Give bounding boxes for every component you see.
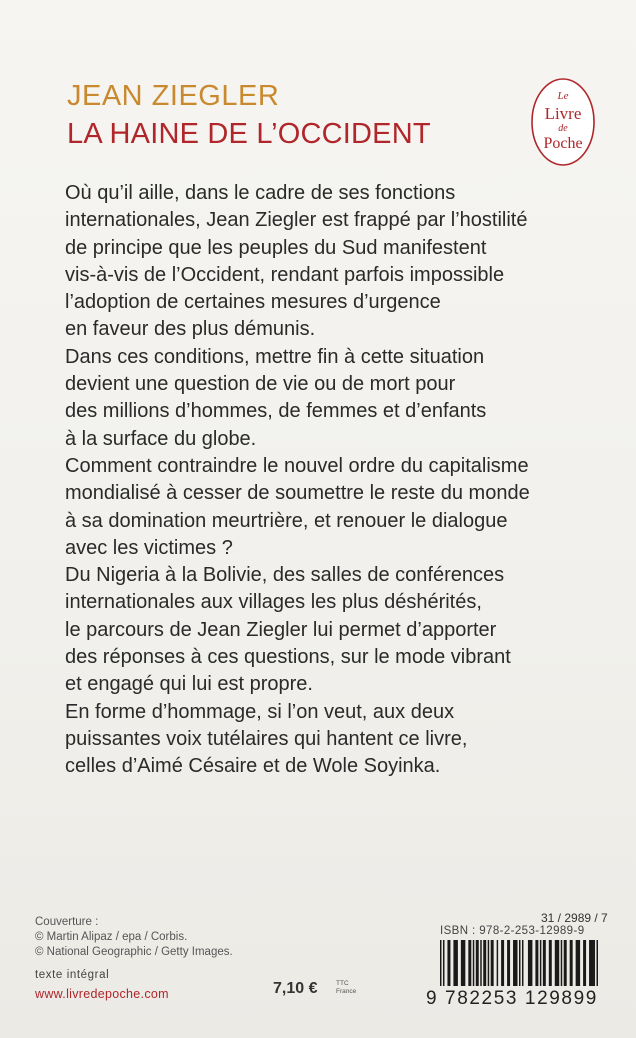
blurb bbox=[65, 180, 585, 781]
book-title: LA HAINE DE L’OCCIDENT bbox=[67, 118, 431, 150]
blurb-paragraph bbox=[65, 453, 585, 562]
barcode-bar bbox=[540, 940, 541, 986]
barcode-bar bbox=[583, 940, 586, 986]
blurb-line: à sa domination meurtrière, et renouer le dialogue bbox=[65, 509, 508, 532]
logo-text: Le bbox=[557, 90, 569, 102]
blurb-line: des réponses à ces questions, sur le mode vibrant bbox=[65, 646, 511, 669]
barcode-bar bbox=[443, 940, 444, 986]
barcode-bar bbox=[570, 940, 573, 986]
blurb-line: Comment contraindre le nouvel ordre du capitalisme bbox=[65, 454, 529, 477]
blurb-line: avec les victimes ? bbox=[65, 536, 233, 559]
blurb-line: à la surface du globe. bbox=[65, 427, 257, 450]
barcode-bar bbox=[549, 940, 552, 986]
barcode-bar bbox=[597, 940, 598, 986]
blurb-line: en faveur des plus démunis. bbox=[65, 318, 316, 341]
blurb-line: internationales, Jean Ziegler est frappé par l’hostilité bbox=[65, 209, 528, 232]
unabridged-label: texte intégral bbox=[35, 969, 110, 981]
barcode-bar bbox=[473, 940, 474, 986]
price: 7,10 € bbox=[273, 980, 318, 997]
barcode-bar bbox=[483, 940, 486, 986]
price-tax-note bbox=[336, 980, 356, 996]
blurb-line: de principe que les peuples du Sud manifestent bbox=[65, 236, 487, 259]
isbn: ISBN : 978-2-253-12989-9 bbox=[440, 925, 585, 937]
logo-text: de bbox=[558, 123, 568, 134]
author-name: JEAN ZIEGLER bbox=[67, 80, 280, 112]
barcode-bar bbox=[461, 940, 465, 986]
ean-number: 9 782253 129899 bbox=[426, 988, 598, 1009]
price-tax-line: France bbox=[336, 988, 357, 995]
blurb-line: puissantes voix tutélaires qui hantent ce livre, bbox=[65, 727, 468, 750]
credits-line: © Martin Alipaz / epa / Corbis. bbox=[35, 931, 188, 943]
livre-de-poche-logo bbox=[530, 77, 596, 167]
blurb-paragraph bbox=[65, 699, 585, 781]
blurb-line: le parcours de Jean Ziegler lui permet d’apporter bbox=[65, 618, 497, 641]
barcode-bar bbox=[488, 940, 489, 986]
blurb-line: mondialisé à cesser de soumettre le reste du monde bbox=[65, 482, 530, 505]
barcode-bar bbox=[476, 940, 479, 986]
cover-credits bbox=[35, 915, 233, 960]
blurb-line: des millions d’hommes, de femmes et d’enfants bbox=[65, 400, 487, 423]
blurb-paragraph bbox=[65, 344, 585, 453]
barcode bbox=[438, 940, 600, 986]
credits-line: © National Geographic / Getty Images. bbox=[35, 946, 233, 958]
publisher-website: www.livredepoche.com bbox=[35, 987, 169, 1001]
blurb-line: et engagé qui lui est propre. bbox=[65, 673, 313, 696]
barcode-bar bbox=[594, 940, 595, 986]
barcode-bar bbox=[519, 940, 520, 986]
price-tax-line: TTC bbox=[336, 980, 349, 987]
blurb-line: internationales aux villages les plus déshérités, bbox=[65, 591, 482, 614]
barcode-bar bbox=[447, 940, 450, 986]
barcode-bar bbox=[497, 940, 498, 986]
blurb-line: l’adoption de certaines mesures d’urgence bbox=[65, 291, 441, 314]
barcode-bar bbox=[555, 940, 559, 986]
barcode-bar bbox=[440, 940, 441, 986]
blurb-line: devient une question de vie ou de mort pour bbox=[65, 373, 456, 396]
blurb-line: Où qu’il aille, dans le cadre de ses fonctions bbox=[65, 182, 456, 204]
barcode-bar bbox=[589, 940, 593, 986]
blurb-paragraph bbox=[65, 562, 585, 698]
blurb-line: En forme d’hommage, si l’on veut, aux deux bbox=[65, 700, 455, 723]
barcode-bar bbox=[453, 940, 457, 986]
barcode-bar bbox=[480, 940, 481, 986]
barcode-bar bbox=[522, 940, 523, 986]
credits-line: Couverture : bbox=[35, 916, 99, 928]
barcode-bar bbox=[528, 940, 532, 986]
barcode-bar bbox=[501, 940, 504, 986]
blurb-paragraph bbox=[65, 180, 585, 344]
barcode-bar bbox=[507, 940, 510, 986]
blurb-line: celles d’Aimé Césaire et de Wole Soyinka. bbox=[65, 755, 441, 778]
barcode-bar bbox=[543, 940, 546, 986]
barcode-bar bbox=[535, 940, 538, 986]
barcode-bar bbox=[513, 940, 517, 986]
barcode-bar bbox=[561, 940, 562, 986]
logo-text: Livre bbox=[544, 104, 582, 123]
blurb-line: Du Nigeria à la Bolivie, des salles de conférences bbox=[65, 564, 505, 587]
blurb-line: Dans ces conditions, mettre fin à cette situation bbox=[65, 345, 485, 368]
logo-text: Poche bbox=[543, 135, 583, 152]
blurb-line: vis-à-vis de l’Occident, rendant parfois impossible bbox=[65, 263, 505, 286]
barcode-bar bbox=[576, 940, 580, 986]
barcode-bar bbox=[468, 940, 471, 986]
catalog-reference: 31 / 2989 / 7 bbox=[541, 911, 608, 925]
barcode-bar bbox=[491, 940, 494, 986]
barcode-bar bbox=[564, 940, 567, 986]
